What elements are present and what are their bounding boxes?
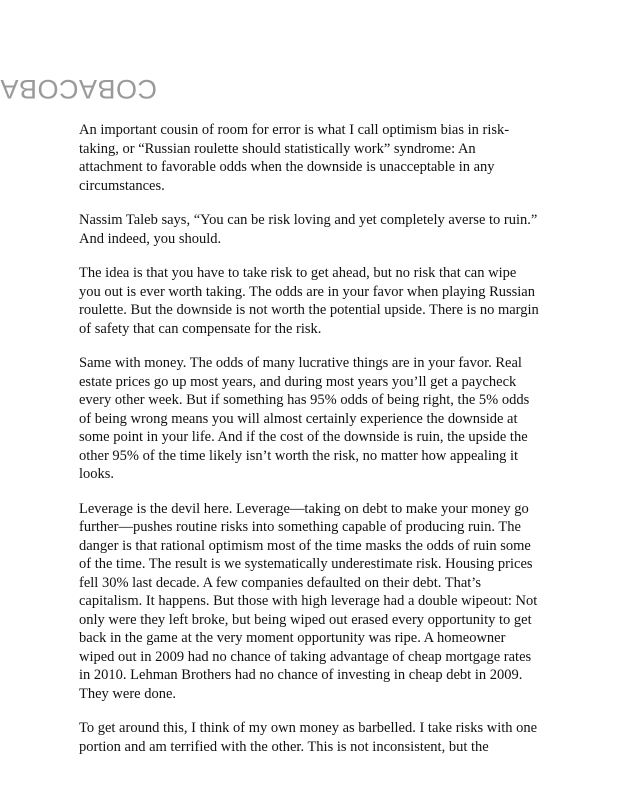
paragraph-same-with-money: Same with money. The odds of many lucrative things are in your favor. Real estate prices go up most years, and during most years you’ll get a paycheck every other week. But if something has 95% odds of being right, the 5% odds of being wrong means you will almost certainly experience the downside at some point in your life. And if the cost of the downside is ruin, the upside the other 95% of the time likely isn’t worth the risk, no matter how appealing it looks. <box>79 355 530 482</box>
paragraph-leverage: Leverage is the devil here. Leverage—taking on debt to make your money go further—pushes routine risks into something capable of producing ruin. The danger is that rational optimism most of the time masks the odds of ruin some of the time. The result is we systematically underestimate risk. Housing prices fell 30% last decade. A few companies defaulted on their debt. That’s capitalism. It happens. But those with high leverage had a double wipeout: Not only were they left broke, but being wiped out erased every opportunity to get back in the game at the very moment opportunity was ripe. A homeowner wiped out in 2009 had no chance of taking advantage of cheap mortgage rates in 2010. Lehman Brothers had no chance of investing in cheap debt in 2009. They were done. <box>79 500 538 702</box>
paragraph-russian-roulette: The idea is that you have to take risk to get ahead, but no risk that can wipe you out is ever worth taking. The odds are in your favor when playing Russian roulette. But the downside is not worth the potential upside. There is no margin of safety that can compensate for the risk. <box>79 265 539 337</box>
watermark: COBACOBA <box>0 74 158 104</box>
paragraph-barbelled: To get around this, I think of my own money as barbelled. I take risks with one portion and am terrified with the other. This is not inconsistent, but the <box>79 720 538 755</box>
paragraph-taleb-quote: Nassim Taleb says, “You can be risk loving and yet completely averse to ruin.” And indeed, you should. <box>79 212 538 247</box>
paragraph-optimism-bias: An important cousin of room for error is what I call optimism bias in risk-taking, or “Russian roulette should statistically work” syndrome: An attachment to favorable odds when the downside is unacceptable in any circumstances. <box>79 122 510 194</box>
page-body <box>79 121 541 772</box>
